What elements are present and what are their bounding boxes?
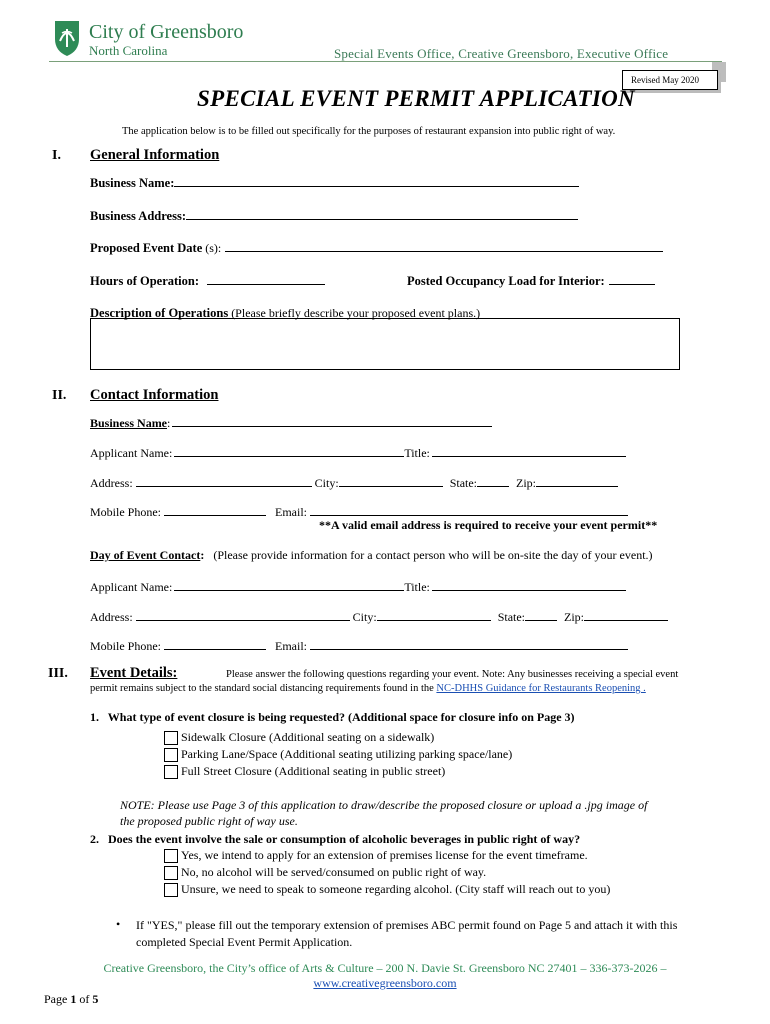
street-label: Full Street Closure (Additional seating in public street) <box>181 764 446 778</box>
page-of: of <box>76 992 93 1006</box>
city-field-1[interactable] <box>339 474 443 487</box>
alcohol-yes-label: Yes, we intend to apply for an extension of premises license for the event timeframe. <box>181 848 588 862</box>
mobile-field-2[interactable] <box>164 637 266 650</box>
applicant-label-2: Applicant Name: <box>90 580 173 594</box>
office-header: Special Events Office, Creative Greensboro, Executive Office <box>334 46 669 61</box>
contact-business-label: Business Name <box>90 416 168 430</box>
mobile-field-1[interactable] <box>164 503 266 516</box>
q2-option-yes <box>164 848 588 863</box>
revised-badge: Revised May 2020 <box>622 70 718 90</box>
page-current: 1 <box>70 992 77 1006</box>
address-row-1 <box>90 474 618 491</box>
footer-link-row <box>40 976 730 991</box>
page-total: 5 <box>92 992 99 1006</box>
hours-label: Hours of Operation: <box>90 274 200 288</box>
zip-label-1: Zip: <box>516 476 537 490</box>
parking-checkbox[interactable] <box>164 748 178 762</box>
applicant-title-label-1: Title: <box>404 446 430 460</box>
business-address-field[interactable] <box>186 207 578 220</box>
applicant-title-label-2: Title: <box>404 580 430 594</box>
mobile-row-2 <box>90 637 628 654</box>
state-label-1: State: <box>449 476 478 490</box>
alcohol-no-label: No, no alcohol will be served/consumed on public right of way. <box>181 865 487 879</box>
description-label: Description of Operations <box>90 306 229 320</box>
contact-business-colon: : <box>167 416 171 430</box>
address-field-2[interactable] <box>136 608 350 621</box>
applicant-field-2[interactable] <box>174 578 404 591</box>
header-rule <box>49 61 722 62</box>
question-2: 2. Does the event involve the sale or consumption of alcoholic beverages in public right of way? <box>90 832 581 846</box>
mobile-label-2: Mobile Phone: <box>90 639 161 653</box>
applicant-label-1: Applicant Name: <box>90 446 173 460</box>
state-label-2: State: <box>497 610 526 624</box>
alcohol-unsure-label: Unsure, we need to speak to someone regarding alcohol. (City staff will reach out to you) <box>181 882 611 896</box>
q1-option-parking <box>164 747 512 762</box>
section-3-intro-b: permit remains subject to the standard social distancing requirements found in the <box>90 683 437 694</box>
section-3-intro-a: Please answer the following questions regarding your event. Note: Any businesses receiving a special event <box>226 669 679 680</box>
address-field-1[interactable] <box>136 474 312 487</box>
zip-field-2[interactable] <box>584 608 668 621</box>
street-checkbox[interactable] <box>164 765 178 779</box>
business-address-label: Business Address: <box>90 209 186 223</box>
email-label-1: Email: <box>275 505 307 519</box>
email-field-1[interactable] <box>310 503 628 516</box>
closure-note-a: NOTE: Please use Page 3 of this application to draw/describe the proposed closure or upload a .jpg image of <box>120 798 648 812</box>
applicant-field-1[interactable] <box>174 444 404 457</box>
sidewalk-checkbox[interactable] <box>164 731 178 745</box>
applicant-row-1 <box>90 444 626 461</box>
applicant-row-2 <box>90 578 626 595</box>
email-required-note: **A valid email address is required to receive your event permit** <box>319 518 658 532</box>
day-contact-hint: (Please provide information for a contact person who will be on-site the day of your event.) <box>213 548 653 562</box>
email-label-2: Email: <box>275 639 307 653</box>
address-label-2: Address: <box>90 610 133 624</box>
bullet-icon: • <box>116 917 121 931</box>
page-title: SPECIAL EVENT PERMIT APPLICATION <box>197 86 635 111</box>
parking-label: Parking Lane/Space (Additional seating utilizing parking space/lane) <box>181 747 513 761</box>
alcohol-unsure-checkbox[interactable] <box>164 883 178 897</box>
q2-option-no <box>164 865 486 880</box>
city-logo <box>49 17 249 59</box>
mobile-label-1: Mobile Phone: <box>90 505 161 519</box>
section-2-number: II. <box>52 388 67 403</box>
city-label-1: City: <box>314 476 339 490</box>
city-seal-icon <box>49 17 85 57</box>
city-field-2[interactable] <box>377 608 491 621</box>
q2-option-unsure <box>164 882 610 897</box>
business-name-row <box>90 174 590 192</box>
occupancy-field[interactable] <box>609 272 655 285</box>
event-dates-suffix: (s): <box>202 241 222 255</box>
section-1-title: General Information <box>90 147 220 163</box>
description-hint: (Please briefly describe your proposed event plans.) <box>228 306 481 320</box>
event-dates-label: Proposed Event Date <box>90 241 203 255</box>
description-textarea[interactable] <box>90 318 680 370</box>
page-prefix: Page <box>44 992 71 1006</box>
section-2-title: Contact Information <box>90 387 219 403</box>
section-1-number: I. <box>52 148 61 163</box>
business-name-field[interactable] <box>174 174 579 187</box>
address-label-1: Address: <box>90 476 133 490</box>
business-address-row <box>90 207 590 225</box>
hours-field[interactable] <box>207 272 325 285</box>
dhhs-guidance-link[interactable]: NC-DHHS Guidance for Restaurants Reopening . <box>436 683 646 694</box>
state-field-1[interactable] <box>477 474 509 487</box>
question-1: 1. What type of event closure is being requested? (Additional space for closure info on Page 3) <box>90 710 575 724</box>
q1-option-street <box>164 764 445 779</box>
closure-note-b: the proposed public right of way use. <box>120 814 298 828</box>
section-3-intro-b-row <box>90 683 646 694</box>
logo-city-name: City of Greensboro <box>89 21 244 43</box>
applicant-title-field-1[interactable] <box>432 444 626 457</box>
contact-business-field[interactable] <box>172 414 492 427</box>
city-label-2: City: <box>352 610 377 624</box>
sidewalk-label: Sidewalk Closure (Additional seating on a sidewalk) <box>181 730 435 744</box>
occupancy-row <box>407 272 655 290</box>
hours-row <box>90 272 325 290</box>
day-contact-colon: : <box>200 548 205 562</box>
email-field-2[interactable] <box>310 637 628 650</box>
q1-option-sidewalk <box>164 730 434 745</box>
abc-permit-note-a: If "YES," please fill out the temporary extension of premises ABC permit found on Page 5 and attach it with this <box>136 918 678 932</box>
section-3-title: Event Details: <box>90 665 178 681</box>
alcohol-yes-checkbox[interactable] <box>164 849 178 863</box>
zip-field-1[interactable] <box>536 474 618 487</box>
business-name-label: Business Name: <box>90 176 175 190</box>
logo-state-name: North Carolina <box>89 43 168 58</box>
address-row-2 <box>90 608 668 625</box>
section-3-number: III. <box>48 666 68 681</box>
day-contact-label: Day of Event Contact <box>90 548 201 562</box>
page-number <box>44 992 98 1007</box>
website-link[interactable]: www.creativegreensboro.com <box>313 976 457 990</box>
zip-label-2: Zip: <box>564 610 585 624</box>
alcohol-no-checkbox[interactable] <box>164 866 178 880</box>
footer-address: Creative Greensboro, the City’s office of Arts & Culture – 200 N. Davie St. Greensboro NC 27401 – 336-373-2026 – <box>103 961 667 975</box>
event-dates-field[interactable] <box>225 239 663 252</box>
applicant-title-field-2[interactable] <box>432 578 626 591</box>
contact-business-row <box>90 414 492 432</box>
intro-text: The application below is to be filled out specifically for the purposes of restaurant expansion into public right of way. <box>122 126 616 137</box>
event-dates-row <box>90 239 690 257</box>
abc-permit-note-b: completed Special Event Permit Application. <box>136 935 353 949</box>
state-field-2[interactable] <box>525 608 557 621</box>
day-contact-row <box>90 548 653 563</box>
occupancy-label: Posted Occupancy Load for Interior: <box>407 274 605 288</box>
